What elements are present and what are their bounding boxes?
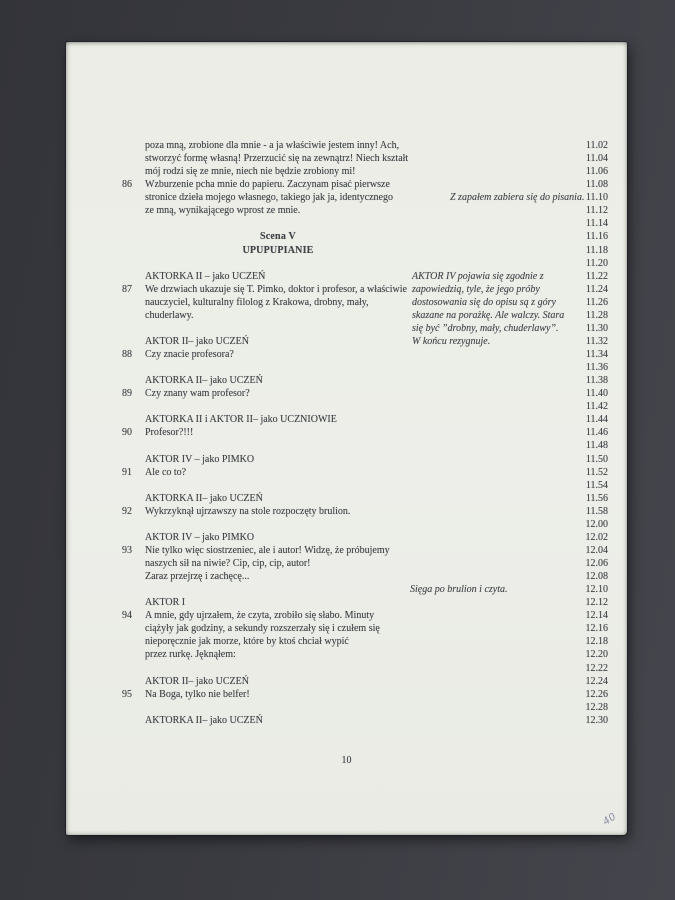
timecode: 11.20	[585, 257, 608, 269]
line-text: We drzwiach ukazuje się T. Pimko, doktor i profesor, a właściwie	[145, 283, 407, 295]
line-text: nauczyciel, kulturalny filolog z Krakowa, drobny, mały,	[145, 296, 369, 308]
line-text: A mnie, gdy ujrzałem, że czyta, zrobiło się słabo. Minuty	[145, 610, 375, 622]
timecode: 12.08	[585, 571, 608, 583]
script-line	[66, 622, 627, 635]
script-line	[66, 191, 627, 204]
line-text: Wzburzenie pcha mnie do papieru. Zaczynam pisać pierwsze	[145, 179, 390, 191]
scene-heading-line	[66, 244, 627, 257]
script-line	[66, 374, 627, 387]
line-number: 88	[122, 349, 132, 360]
script-line	[66, 257, 627, 270]
timecode: 11.24	[585, 283, 608, 295]
script-line	[66, 466, 627, 479]
line-text: poza mną, zrobione dla mnie - a ja właściwie jestem inny! Ach,	[145, 140, 400, 151]
line-text: AKTORKA II – jako UCZEŃ	[145, 270, 266, 282]
timecode: 11.46	[585, 427, 608, 439]
stage-direction: Z zapałem zabiera się do pisania.	[450, 192, 585, 204]
timecode: 11.22	[585, 270, 608, 282]
stage-direction: skazane na porażkę. Ale walczy. Stara	[412, 309, 565, 321]
line-text: chuderlawy.	[145, 309, 194, 321]
script-line	[66, 426, 627, 439]
script-line	[66, 139, 627, 152]
line-text: AKTOR II– jako UCZEŃ	[145, 335, 249, 347]
scene-heading-text: Scena V	[260, 231, 296, 243]
line-text: AKTORKA II– jako UCZEŃ	[145, 492, 263, 504]
timecode: 12.30	[585, 714, 608, 726]
script-line	[66, 662, 627, 675]
line-number: 90	[122, 427, 132, 439]
timecode: 12.00	[585, 518, 608, 530]
line-text: AKTORKA II i AKTOR II– jako UCZNIOWIE	[145, 414, 337, 426]
timecode: 12.20	[585, 649, 608, 661]
script-line	[66, 688, 627, 701]
line-text: stronice dzieła mojego własnego, takiego jak ja, identycznego	[145, 192, 393, 204]
script-lines	[66, 139, 627, 727]
script-line	[66, 270, 627, 283]
script-line	[66, 322, 627, 335]
timecode: 11.10	[585, 192, 608, 204]
script-line	[66, 701, 627, 714]
line-number: 87	[122, 283, 132, 295]
timecode: 11.48	[585, 440, 608, 452]
stage-direction: W końcu rezygnuje.	[412, 335, 491, 347]
timecode: 12.10	[585, 584, 608, 596]
script-line	[66, 400, 627, 413]
script-line	[66, 453, 627, 466]
line-number: 86	[122, 179, 132, 191]
line-number: 93	[122, 544, 132, 556]
script-line	[66, 518, 627, 531]
scene-heading-text: UPUPUPIANIE	[242, 244, 314, 256]
line-number: 94	[122, 610, 132, 622]
timecode: 11.38	[585, 375, 608, 387]
line-text: przez rurkę. Jęknąłem:	[145, 649, 236, 661]
timecode: 11.12	[585, 205, 608, 217]
line-number: 92	[122, 505, 132, 517]
script-line	[66, 178, 627, 191]
timecode: 12.04	[585, 544, 608, 556]
timecode: 11.50	[585, 453, 608, 465]
timecode: 11.56	[585, 492, 608, 504]
script-line	[66, 413, 627, 426]
script-line	[66, 675, 627, 688]
line-text: AKTORKA II– jako UCZEŃ	[145, 714, 263, 726]
timecode: 12.16	[585, 623, 608, 635]
timecode: 11.16	[585, 231, 608, 243]
script-line	[66, 609, 627, 622]
timecode: 12.14	[585, 610, 608, 622]
script-line	[66, 283, 627, 296]
timecode: 11.40	[585, 388, 608, 400]
timecode: 12.24	[585, 675, 608, 687]
script-line	[66, 217, 627, 230]
stage-direction: Sięga po brulion i czyta.	[410, 584, 508, 596]
timecode: 11.28	[585, 309, 608, 321]
timecode: 11.34	[585, 349, 608, 360]
line-text: AKTORKA II– jako UCZEŃ	[145, 375, 263, 387]
timecode: 11.54	[585, 479, 608, 491]
script-line	[66, 635, 627, 648]
timecode: 11.42	[585, 401, 608, 413]
script-line	[66, 296, 627, 309]
line-text: AKTOR I	[145, 597, 186, 609]
script-line	[66, 204, 627, 217]
timecode: 12.02	[585, 531, 608, 543]
timecode: 12.06	[585, 558, 608, 569]
script-line	[66, 387, 627, 400]
timecode: 11.04	[585, 153, 608, 165]
line-text: Na Boga, tylko nie belfer!	[145, 688, 250, 700]
line-text: naszych sił na niwie? Cip, cip, cip, autor!	[145, 558, 311, 569]
stage-direction: dostosowania się do opisu są z góry	[412, 296, 556, 308]
line-text: ze mną, wynikającego wprost ze mnie.	[145, 205, 301, 217]
script-line	[66, 557, 627, 570]
timecode: 11.06	[585, 166, 608, 178]
script-line	[66, 492, 627, 505]
line-text: AKTOR IV – jako PIMKO	[145, 531, 255, 543]
line-text: Zaraz przejrzę i zachęcę...	[145, 571, 250, 583]
stage-direction: AKTOR IV pojawia się zgodnie z	[412, 270, 544, 282]
timecode: 12.18	[585, 636, 608, 648]
line-text: Czy znany wam profesor?	[145, 388, 250, 400]
timecode: 12.22	[585, 662, 608, 674]
line-text: Ale co to?	[145, 466, 187, 478]
line-text: stworzyć formę własną! Przerzucić się na zewnątrz! Niech kształt	[145, 153, 409, 165]
timecode: 11.32	[585, 335, 608, 347]
line-text: Profesor?!!!	[145, 427, 194, 439]
timecode: 11.44	[585, 414, 608, 426]
line-number: 95	[122, 688, 132, 700]
line-number: 89	[122, 388, 132, 400]
script-line	[66, 152, 627, 165]
timecode: 11.18	[585, 244, 608, 256]
script-line	[66, 544, 627, 557]
script-line	[66, 361, 627, 374]
timecode: 11.36	[585, 362, 608, 374]
script-line	[66, 348, 627, 361]
line-text: mój rodzi się ze mnie, niech nie będzie zrobiony mi!	[145, 166, 356, 178]
timecode: 11.58	[585, 505, 608, 517]
timecode: 11.08	[585, 179, 608, 191]
timecode: 11.14	[585, 218, 608, 230]
script-line	[66, 505, 627, 518]
timecode: 11.02	[585, 140, 608, 151]
script-page	[66, 42, 627, 835]
stage-direction: się być ”drobny, mały, chuderlawy”.	[412, 322, 559, 334]
script-line	[66, 335, 627, 348]
line-text: AKTOR II– jako UCZEŃ	[145, 675, 249, 687]
timecode: 11.30	[585, 322, 608, 334]
line-text: ciążyły jak godziny, a sekundy rozszerzały się i czułem się	[145, 623, 380, 635]
line-text: Nie tylko więc siostrzeniec, ale i autor! Widzę, że próbujemy	[145, 544, 390, 556]
script-line	[66, 570, 627, 583]
timecode: 11.52	[585, 466, 608, 478]
handwritten-note: 40	[601, 811, 619, 828]
timecode: 12.12	[585, 597, 608, 609]
stage-direction: zapowiedzią, tyle, że jego próby	[412, 283, 540, 295]
line-text: Wykrzyknął ujrzawszy na stole rozpoczęty brulion.	[145, 505, 351, 517]
timecode: 12.26	[585, 688, 608, 700]
script-line	[66, 165, 627, 178]
script-line	[66, 531, 627, 544]
script-line	[66, 309, 627, 322]
script-line	[66, 583, 627, 596]
line-text: nieporęcznie jak morze, które by ktoś chciał wypić	[145, 636, 349, 648]
page-number: 10	[341, 755, 352, 766]
script-line	[66, 648, 627, 661]
timecode: 12.28	[585, 701, 608, 713]
line-text: Czy znacie profesora?	[145, 349, 234, 360]
timecode: 11.26	[585, 296, 608, 308]
script-line	[66, 714, 627, 727]
script-line	[66, 596, 627, 609]
script-line	[66, 439, 627, 452]
line-number: 91	[122, 466, 132, 478]
scene-heading-line	[66, 230, 627, 243]
script-line	[66, 479, 627, 492]
line-text: AKTOR IV – jako PIMKO	[145, 453, 255, 465]
